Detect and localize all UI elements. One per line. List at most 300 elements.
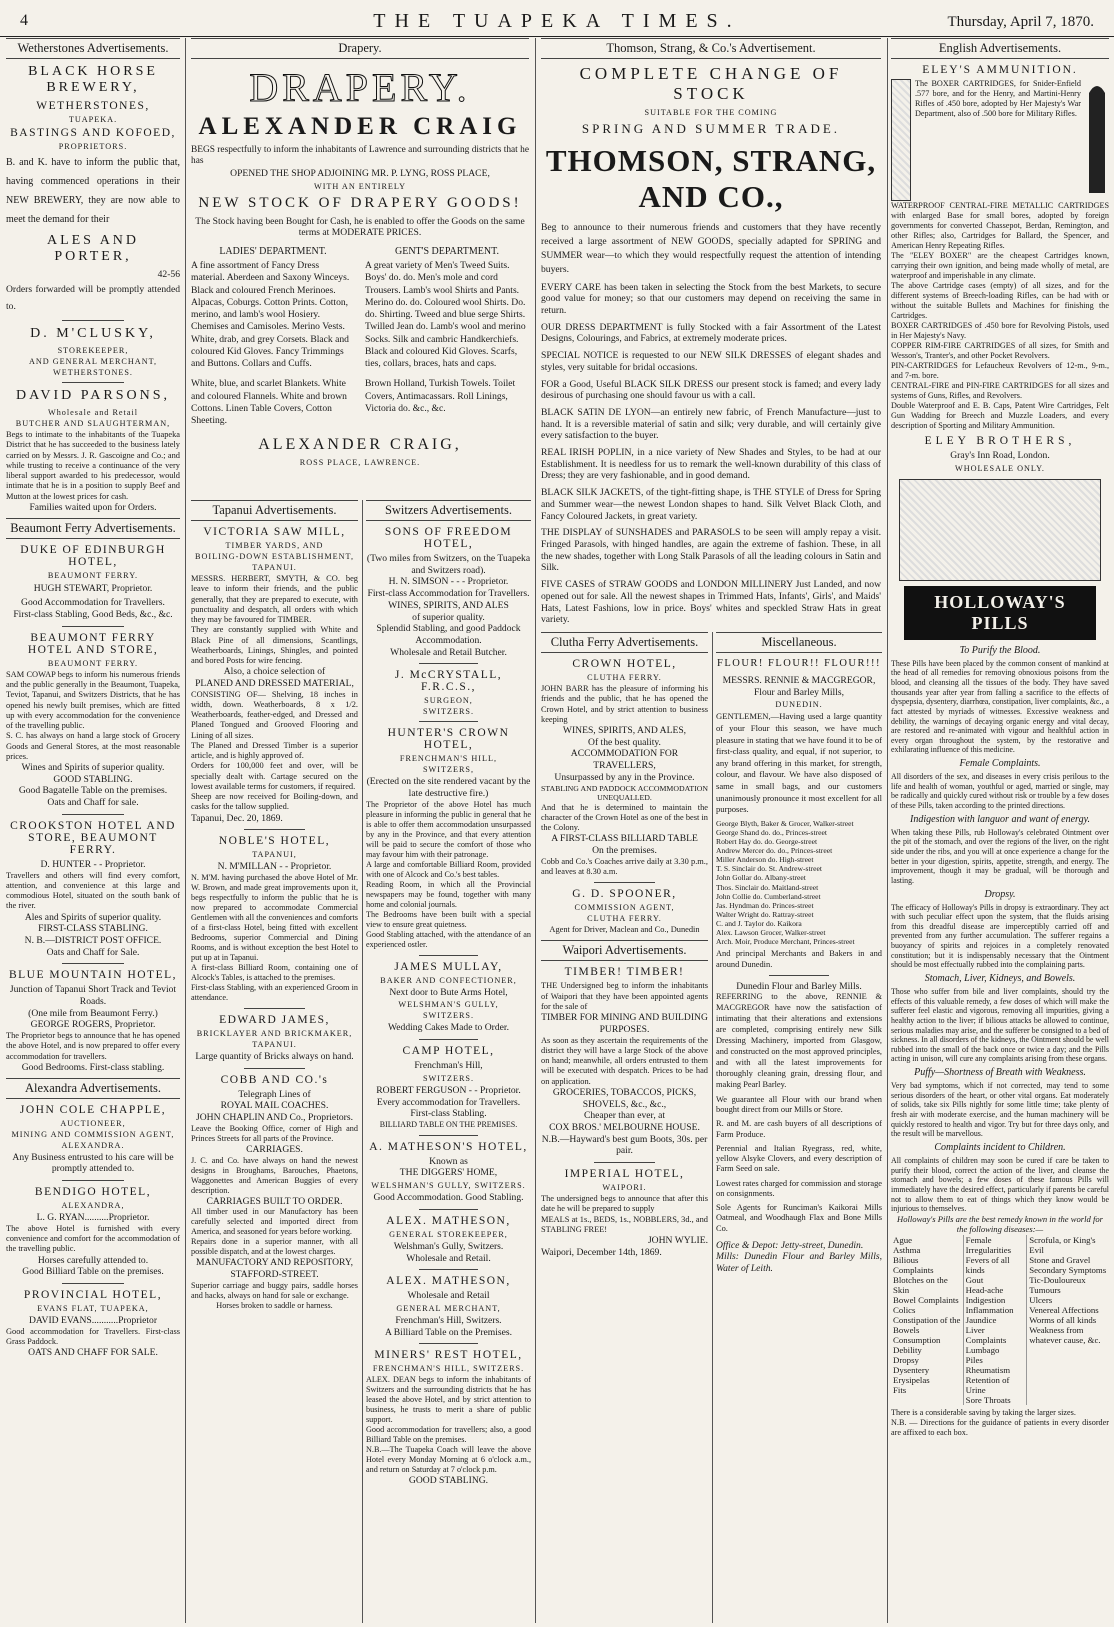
ad-date: Waipori, December 14th, 1869. (541, 1246, 662, 1258)
eley-firm: ELEY BROTHERS, (924, 435, 1076, 447)
ad-proprietor: D. HUNTER - - Proprietor. (40, 858, 146, 870)
ad-title: VICTORIA SAW MILL, (203, 526, 346, 538)
ailment-item: Venereal Affections (1029, 1304, 1099, 1315)
ad-body: Begs to intimate to the inhabitants of the Tuapeka District that he has succeeded to the business lately carried on by Messrs. J. R. Gascoigne and Co.; and while trusting to receive a continuance of the very liberal support awarded to his predecessor, would intimate that he is in a position to supply Beef and Mutton at the lowest prices for cash. (6, 430, 180, 501)
ad-body: Good Stabling attached, with the attendance of an experienced ostler. (366, 929, 531, 949)
divider (62, 1180, 125, 1181)
ad-company: THOMSON, STRANG, AND CO., (545, 143, 877, 214)
ad-intro: Beg to announce to their numerous friends and customers that they have recently received a large assortment of NEW GOODS, specially adapted for SPRING and SUMMER wear—to which they would respectfully request the attention of intending buyers. (541, 222, 881, 275)
drapery-departments (191, 243, 529, 427)
ad-body: All timber used in our Manufactory has been carefully selected and imported direct from America, and seasoned for years before working. (191, 1207, 358, 1237)
ad-line: Horses carefully attended to. (37, 1254, 149, 1266)
ad-mccrystall (366, 669, 531, 716)
cartridge-illustration-left (891, 79, 911, 201)
ailment-item: Stone and Gravel (1029, 1254, 1091, 1265)
signatory: John Collie do. Cumberland-street (716, 891, 821, 901)
ad-line: Cheaper than ever, at (583, 1110, 666, 1122)
ad-place: TAPANUI, (252, 850, 297, 860)
ad-provincial-hotel (6, 1289, 180, 1359)
ailment-item: Female Irregularities (965, 1234, 1012, 1255)
ad-place: SWITZERS. (422, 707, 475, 717)
ad-body: Leave the Booking Office, corner of High and Princes Streets for all parts of the Province. (191, 1123, 358, 1143)
flour-body: Perennial and Italian Ryegrass, red, white, yellow Alsyke Clovers, and every description of Farm Seed on sale. (716, 1143, 882, 1174)
ad-title: ALEX. MATHESON, (386, 1214, 511, 1227)
drapery-with: WITH AN ENTIRELY (313, 181, 407, 191)
section-header: Wetherstones Advertisements. (6, 38, 180, 59)
ad-line: WINES, SPIRITS, AND ALES (388, 599, 509, 611)
section-header: Switzers Advertisements. (366, 500, 531, 521)
ailment-item: Jaundice (965, 1314, 997, 1325)
ad-line: Good Billiard Table on the premises. (22, 1266, 164, 1278)
newspaper-title: THE TUAPEKA TIMES. (373, 10, 741, 32)
ad-body: Good accommodation for Travellers. First-class Grass Paddock. (6, 1326, 180, 1346)
ad-title: BLUE MOUNTAIN HOTEL, (8, 969, 178, 982)
ad-body: SAM COWAP begs to inform his numerous friends and the public generally in the Beaumont, Tuapeka, Teviot, Tapanui, and Switzers Districts, that he has opened his newly built premises, which are fitted up with every accommodation for the convenience of the travelling public. (6, 669, 180, 731)
ad-body: MEALS at 1s., BEDS, 1s., NOBBLERS, 3d., and STABLING FREE! (541, 1214, 708, 1234)
drapery-opened: OPENED THE SHOP ADJOINING MR. P. LYNG, ROSS PLACE, (230, 167, 490, 179)
ad-subtitle: FRENCHMAN'S HILL, (399, 754, 498, 764)
ad-body: Cobb and Co.'s Coaches arrive daily at 3.30 p.m., and leaves at 8.30 a.m. (541, 856, 708, 876)
flour-firm: Flour and Barley Mills, (753, 686, 845, 698)
section-header: Thomson, Strang, & Co.'s Advertisement. (541, 38, 881, 59)
ailment-item: Tic-Douloureux (1029, 1274, 1086, 1285)
ad-role: GENERAL MERCHANT, (396, 1303, 501, 1313)
ad-title: BEAUMONT FERRY HOTEL AND STORE, (27, 631, 159, 656)
flour-mills-address: Mills: Dunedin Flour and Barley Mills, Water of Leith. (716, 1251, 882, 1275)
ad-district: TUAPEKA. (68, 115, 118, 124)
section-header: Drapery. (191, 38, 529, 59)
ad-subtitle: SUITABLE FOR THE COMING (644, 108, 778, 117)
drapery-address: ROSS PLACE, LAWRENCE. (299, 457, 421, 467)
ad-place: Welshman's Gully, Switzers. (393, 1240, 504, 1252)
ailment-item: Lumbago (965, 1344, 1000, 1355)
ailment-item: Debility (893, 1344, 922, 1355)
ad-body: N. M'M. having purchased the above Hotel of Mr. W. Brown, and made great improvements upon it, begs respectfully to inform the public that he is now prepared to accommodate Commercial Gentlemen with all the conveniences and comforts of a first-class Hotel, being fitted with excellent Bedrooms, superior Commercial and Dining Rooms, and is without exception the best Hotel to put up at in Tapanui. (191, 873, 358, 963)
ad-place: FRENCHMAN'S HILL, SWITZERS. (372, 1364, 525, 1374)
holloway-body: The efficacy of Holloway's Pills in dropsy is extraordinary. They act with such peculiar effect upon the system, that the fluids arising from this dreadful disease are imperceptibly carried off and prevented from any further accumulation. The sufferer regains a buoyancy of spirits and rejoices in a completely renovated constitution; but it is indispensably necessary that the Ointment should be most effectually rubbed into the complaining parts. (891, 902, 1109, 970)
holloway-banner: HOLLOWAY'S PILLS (905, 587, 1095, 639)
ad-title: A. MATHESON'S HOTEL, (369, 1140, 528, 1153)
holloway-illustration (899, 479, 1101, 581)
ad-title: G. D. SPOONER, (572, 888, 677, 901)
ad-title: JOHN COLE CHAPPLE, (19, 1103, 167, 1116)
holloway-subhead: Stomach, Liver, Kidneys, and Bowels. (924, 973, 1076, 984)
ad-body: N.B.—The Tuapeka Coach will leave the above Hotel every Monday Morning at 6 o'clock a.m., and return on Saturday at 7 o'clock p.m. (366, 1445, 531, 1475)
signatory: Jas. Hyndman do. Princes-street (716, 900, 814, 910)
ad-owners: JOHN CHAPLIN AND Co., Proprietors. (196, 1112, 353, 1124)
divider (419, 721, 478, 722)
divider (244, 1068, 304, 1069)
ad-body: B. and K. have to inform the public that, having commenced operations in their NEW BREWERY, they are now able to meet the demand for their (6, 157, 180, 225)
ad-body: The Proprietor of the above Hotel has much pleasure in informing the public in general that he is able to offer them accommodation unsurpassed by any in the Province, and that every attention will be paid to secure the comfort of those who may favour him with their patronage. (366, 799, 531, 859)
eley-address: Gray's Inn Road, London. (950, 450, 1050, 461)
ad-line: TIMBER FOR MINING AND BUILDING PURPOSES. (541, 1012, 708, 1035)
ad-line: N. B.—DISTRICT POST OFFICE. (24, 934, 162, 946)
ad-signature: JOHN WYLIE. (647, 1235, 708, 1247)
ad-body: As soon as they ascertain the requirements of the district they will have a large Stock of the above on hand; meanwhile, all orders entrusted to them will be executed with despatch. Prices to be had on application. (541, 1035, 708, 1086)
ad-chapple (6, 1104, 180, 1175)
ad-subheading: CARRIAGES. (246, 1143, 303, 1155)
eley-body: BOXER CARTRIDGES of .450 bore for Revolving Pistols, used in Her Majesty's Navy. (891, 321, 1109, 340)
column-wetherstones (6, 38, 180, 1623)
ad-place: Frenchman's Hill, Switzers. (395, 1314, 502, 1326)
ad-role: PROPRIETORS. (58, 142, 128, 151)
divider (62, 382, 125, 383)
ad-role: STOREKEEPER, (57, 346, 129, 356)
signatory: John Gollar do. Albany-street (716, 873, 806, 883)
ad-product: ALES AND PORTER, (46, 233, 140, 264)
signatory: Thos. Sinclair do. Maitland-street (716, 882, 819, 892)
divider (769, 975, 829, 976)
ailment-item: Sore Throats (965, 1394, 1011, 1405)
ladies-items: White, blue, and scarlet Blankets. White and coloured Flannels. White and brown Cottons. Linen Table Covers, Cotton Sheeting. (191, 378, 347, 427)
ad-title: DAVID PARSONS, (15, 388, 171, 404)
ad-timber (541, 966, 708, 1157)
ad-body: Orders for 100,000 feet and over, will be specially dealt with. Cartage secured on the lowest available terms for customers, if required. (191, 761, 358, 791)
eley-body: The "ELEY BOXER" are the cheapest Cartridges known, carrying their own ignition, and being made wholly of metal, are waterproof and imperishable in any climate. (891, 251, 1109, 280)
holloway-subhead: Indigestion with languor and want of energy. (910, 813, 1090, 825)
divider (419, 1343, 478, 1344)
column-clutha-ferry (541, 632, 708, 1623)
ad-body: And that he is determined to maintain the character of the Crown Hotel as one of the best in the Colony. (541, 802, 708, 833)
ad-victoria-saw-mill (191, 526, 358, 824)
ailment-item: Worms of all kinds (1029, 1314, 1097, 1325)
divider (62, 1283, 125, 1284)
ad-title: D. M'CLUSKY, (30, 326, 156, 342)
ad-body: The undersigned begs to announce that after this date he will be prepared to supply (541, 1194, 708, 1214)
ad-line: FIRST-CLASS STABLING. (38, 923, 148, 935)
flour-body: We guarantee all Flour with our brand when bought direct from our Mills or Store. (716, 1094, 882, 1115)
ad-matheson-hotel (366, 1141, 531, 1204)
ailment-item: Weakness from whatever cause, &c. (1029, 1324, 1101, 1345)
ad-line: First-class Stabling, Good Beds, &c., &c. (13, 609, 173, 621)
ad-subtitle: Telegraph Lines of (238, 1088, 311, 1100)
flour-closing: And principal Merchants and Bakers in and around Dunedin. (716, 949, 882, 969)
issue-date: Thursday, April 7, 1870. (947, 14, 1094, 30)
ad-place: CLUTHA FERRY. (587, 673, 662, 682)
ad-place: BEAUMONT FERRY. (47, 658, 139, 668)
ad-title: NOBLE'S HOTEL, (218, 835, 331, 848)
ad-footer: GOOD STABLING. (408, 1475, 489, 1487)
ailment-item: Dropsy (893, 1354, 919, 1365)
ad-line: First-class Accommodation for Travellers. (367, 588, 530, 600)
ad-role: BUTCHER AND SLAUGHTERMAN, (15, 419, 171, 429)
ad-place: WETHERSTONES, (36, 100, 150, 112)
ad-place: ALEXANDRA, (61, 1201, 125, 1211)
ad-paragraph: BLACK SILK JACKETS, of the tight-fitting shape, is THE STYLE of Dress for Spring and Summer wear—the newest London shapes to hand. Silk Velvet Black Cloth, and Fancy Coloured Jackets, in great variety. (541, 487, 881, 522)
holloway-body: All disorders of the sex, and diseases in every crisis perilous to the life and health of woman, youthful or aged, married or single, may be radically and quickly cured without risk or trouble by a few doses of these Pills, taken according to the printed directions. (891, 772, 1109, 811)
ailment-item: Retention of Urine (965, 1374, 1010, 1395)
eley-body: Double Waterproof and E. B. Caps, Patent Wire Cartridges, Felt Gun Wadding for Breech and Muzzle Loaders, and every description of Sporting and Military Ammunition. (891, 401, 1109, 430)
ad-role: BRICKLAYER AND BRICKMAKER, (196, 1029, 353, 1039)
ad-subtitle: Known as (429, 1155, 468, 1167)
ad-body: S. C. has always on hand a large stock of Grocery Goods and General Stores, at the most reasonable prices. (6, 731, 180, 761)
column-switzers (366, 500, 531, 1623)
ad-place: TAPANUI. (252, 1040, 297, 1050)
ad-role: BAKER AND CONFECTIONER, (380, 975, 517, 985)
holloway-body: When taking these Pills, rub Holloway's celebrated Ointment over the pit of the stomach, and over the regions of the liver, on the right side under the ribs, and you will at once experience a change for the better in your digestion, spirits, appetite, strength, and energy. The improvement, though it may be gradual, will be thorough and lasting. (891, 827, 1109, 885)
column-rule (535, 38, 536, 1623)
ad-body: Also, a choice selection of (223, 666, 326, 678)
ladies-title: LADIES' DEPARTMENT. (219, 246, 327, 258)
signatory: George Shand do. do., Princes-street (716, 827, 827, 837)
cartridge-bullet-shape (1089, 86, 1105, 93)
flour-body: Lowest rates charged for commission and storage on consignments. (716, 1178, 882, 1198)
ad-line: On the premises. (592, 844, 657, 856)
divider (62, 320, 125, 321)
ad-sons-of-freedom (366, 526, 531, 658)
divider (419, 1269, 478, 1270)
signatory: George Blyth, Baker & Grocer, Walker-street (716, 818, 854, 828)
ad-headline: COMPLETE CHANGE OF STOCK (579, 64, 843, 103)
ad-title: BENDIGO HOTEL, (34, 1186, 152, 1199)
eley-body: CENTRAL-FIRE and PIN-FIRE CARTRIDGES for all sizes and systems of Guns, Rifles, and Revolvers. (891, 381, 1109, 400)
ad-body: J. C. and Co. have always on hand the newest designs in Broughams, Barouches, Phaetons, Waggonettes and American Buggies of every description. (191, 1155, 358, 1195)
ad-place: WAIPORI. (602, 1183, 647, 1193)
ailment-item: Ague (893, 1234, 913, 1245)
ad-body: A first-class Billiard Room, containing one of Alcock's Tables, is attached to the premises. (191, 963, 358, 983)
signatory: Alex. Lawson Grocer, Walker-street (716, 928, 826, 938)
ailments-col (963, 1235, 1027, 1405)
ad-role: Wholesale and Retail (47, 408, 139, 418)
drapery-new-stock: NEW STOCK OF DRAPERY GOODS! (198, 194, 522, 211)
ad-parsons (6, 388, 180, 513)
ad-line: Ales and Spirits of superior quality. (24, 911, 162, 923)
signatory: T. S. Sinclair do. St. Andrew-street (716, 864, 822, 874)
ad-title: J. McCRYSTALL, F.R.C.S., (394, 669, 503, 694)
section-header: Waipori Advertisements. (541, 940, 708, 961)
gents-items: A great variety of Men's Tweed Suits. Boys' do. do. Men's mole and cord Trousers. Lamb's wool Shirts and Pants. Merino do. do. Coloured wool Shirts. Do. do. Shirting. Tweed and blue serge Shirts. Twilled Jean do. Lamb's wool and merino Socks. Silk and cambric Handkerchiefs. Black and coloured Kid Gloves. Scarfs, ties, collars, braces, hats and caps. (365, 260, 526, 370)
ad-subheading: STAFFORD-STREET. (230, 1268, 319, 1280)
holloway-subhead: Female Complaints. (959, 758, 1041, 770)
section-header: Alexandra Advertisements. (6, 1078, 180, 1099)
ad-line: STABLING AND PADDOCK ACCOMMODATION UNEQUALLED. (541, 783, 708, 803)
ad-body: BILLIARD TABLE ON THE PREMISES. (379, 1119, 518, 1129)
divider (244, 829, 304, 830)
ad-place: ALEXANDRA. (61, 1140, 125, 1150)
ailment-item: Bowel Complaints (893, 1294, 959, 1305)
divider (419, 1039, 478, 1040)
ad-line: WINES, SPIRITS, AND ALES, (562, 725, 687, 736)
ad-body: Reading Room, in which all the Provincial newspapers may be found, together with many home and colonial journals. (366, 879, 531, 909)
ad-subheading: MANUFACTORY AND REPOSITORY, (195, 1257, 353, 1269)
ad-place: Frenchman's Hill, (414, 1060, 483, 1072)
divider (419, 1135, 478, 1136)
flour-body: Sole Agents for Runciman's Kaikorai Mills Oatmeal, and Woodhaugh Flax and Bone Mills Co. (716, 1203, 882, 1233)
ad-body: PLANED AND DRESSED MATERIAL, (195, 677, 354, 689)
ailment-item: Erysipelas (893, 1374, 930, 1385)
ailment-item: Head-ache (965, 1284, 1004, 1295)
ailment-item: Inflammation (965, 1304, 1014, 1315)
flour-firm: MESSRS. RENNIE & MACGREGOR, (722, 675, 876, 686)
ailments-col (891, 1235, 963, 1405)
divider (419, 1209, 478, 1210)
drapery-intro: BEGS respectfully to inform the inhabitants of Lawrence and surrounding districts that he has (191, 145, 529, 167)
ad-proprietor: N. M'MILLAN - - Proprietor. (217, 861, 332, 873)
holloway-body: These Pills have been placed by the common consent of mankind at the head of all remedies for removing obnoxious poisons from the blood, and cleansing all the tissues of the body. They have saved thousands year after year from falling a sacrifice to the effects of dyspepsia, dysentery, diarrhœa, constipation, liver complaints, &c., a fact attested by myriads of witnesses. Excessive weakness and debility, the warnings of decaying organic energy and vital decay, are restored and re-animated with vigour and healthful action in every organ throughout the system, by the restorative and exhilarating influence of this medicine. (891, 658, 1109, 755)
ailments-col (1027, 1235, 1109, 1405)
divider (62, 814, 125, 815)
ad-body: A Billiard Table on the Premises. (384, 1326, 513, 1338)
signatory: Walter Wright do. Rattray-street (716, 909, 814, 919)
ad-place: SWITZERS, (422, 765, 475, 775)
section-header: Beaumont Ferry Advertisements. (6, 518, 180, 539)
gents-title: GENT'S DEPARTMENT. (395, 246, 499, 258)
ailment-item: Scrofula, or King's Evil (1029, 1234, 1096, 1255)
holloway-body: Very bad symptoms, which if not corrected, may tend to some serious disorders of the heart, or other vital organs. Eat moderately of solids, take six Pills nightly for some little time; take plenty of fresh air with moderate exercise, and the human machinery will be quickly restored to health and vigor. Try but for three days only, and the result will be marvellous. (891, 1081, 1109, 1139)
ad-cobb-and-co (191, 1074, 358, 1311)
ad-proprietor: L. G. RYAN..........Proprietor. (36, 1212, 150, 1224)
ad-body: Large quantity of Bricks always on hand. (195, 1051, 354, 1063)
holloway-saving: There is a considerable saving by taking the larger sizes. (891, 1407, 1076, 1417)
ad-body: Agent for Driver, Maclean and Co., Dunedin (549, 925, 700, 935)
ad-body: Wedding Cakes Made to Order. (388, 1022, 509, 1034)
ad-role: SURGEON, (424, 696, 473, 706)
ad-body: Sheep are now received for Boiling-down, and casks for the tallow supplied. (191, 792, 358, 812)
column-miscellaneous (716, 632, 882, 1623)
ad-line: of superior quality. (412, 611, 485, 623)
ad-footer: Families waited upon for Orders. (29, 501, 157, 513)
ad-orders: Orders forwarded will be promptly attended to. (6, 283, 180, 312)
ad-body: CONSISTING OF— Shelving, 18 inches in width, down. Weatherboards, 8 x 1/2. Weatherboards, feather-edged, and Dressed and Planed Tongued and Grooved Flooring and Lining of all sizes. (191, 689, 358, 740)
ad-body: First-class Stabling. (410, 1108, 487, 1120)
ad-line: Good Bagatelle Table on the premises. (18, 785, 168, 797)
holloway-directions: N.B. — Directions for the guidance of patients in every disorder are affixed to each box. (891, 1417, 1109, 1437)
ad-body: The Planed and Dressed Timber is a superior article, and is highly approved of. (191, 740, 358, 761)
drapery-bought: The Stock having been Bought for Cash, he is enabled to offer the Goods on the same terms at MODERATE PRICES. (195, 215, 525, 239)
ad-paragraph: FIVE CASES of STRAW GOODS and LONDON MILLINERY Just Landed, and now opened out for sale. All the newest shapes in Trimmed Hats, Infants', Girls', and Maids' Hats, Latest Fashions, low in price. Boys' whites and speckled Straw Hats in great variety. (541, 579, 881, 626)
ad-blue-mountain-hotel (6, 969, 180, 1073)
column-rule (362, 500, 363, 1623)
divider (594, 1162, 654, 1163)
ladies-items: A fine assortment of Fancy Dress material. Aberdeen and Saxony Winceys. Black and coloured French Merinoes. Alpacas, Coburgs. Cotton Prints. Cotton, merino, and lamb's wool Hosiery. Chemises and Camisoles. Merino Vests. White, drab, and grey Corsets. Black and coloured Kid Gloves. Fancy Trimmings and Buttons. Collars and Cuffs. (191, 260, 350, 370)
section-header: Clutha Ferry Advertisements. (541, 632, 708, 653)
ad-place: SWITZERS. (422, 1011, 475, 1021)
ailment-item: Constipation of the Bowels (893, 1314, 961, 1335)
thomson-strang-section (541, 38, 881, 628)
column-rule (887, 38, 888, 1623)
ad-title: HUNTER'S CROWN HOTEL, (387, 727, 510, 752)
ailment-item: Liver Complaints (965, 1324, 1007, 1345)
flour-testimonial: GENTLEMEN,—Having used a large quantity of your Flour this season, we have much pleasure in stating that we have found it to be of first-class quality, and equal, if not superior, to any brand offering in this market, for strength, colour, and flavour. We have also disposed of same in small bags, and our customers unanimously pronounce it most excellent for all purposes. (716, 711, 882, 815)
ad-paragraph: EVERY CARE has been taken in selecting the Stock from the best Markets, to secure good value for money; so that our customers may depend on receiving the same in return. (541, 281, 881, 317)
ad-body: ALEX. DEAN begs to inform the inhabitants of Switzers and the surrounding districts that he has leased the above Hotel, and by strict attention to business, he trusts to merit a share of public support. (366, 1375, 531, 1425)
ad-bendigo-hotel (6, 1186, 180, 1278)
ad-title: IMPERIAL HOTEL, (564, 1168, 685, 1181)
ad-body: First-class Stabling, with an experienced Groom in attendance. (191, 983, 358, 1003)
divider (62, 626, 125, 627)
ad-line: Oats and Chaff for Sale. (46, 946, 140, 958)
ailments-table (891, 1235, 1109, 1405)
signatory: Miller Anderson do. High-street (716, 855, 814, 865)
ad-place: BEAUMONT FERRY. (47, 570, 139, 580)
ailment-item: Dysentery (893, 1364, 930, 1375)
ad-nobles-hotel (191, 835, 358, 1003)
ad-matheson-store (366, 1215, 531, 1264)
ad-place: CLUTHA FERRY. (587, 914, 662, 924)
ad-title: CAMP HOTEL, (402, 1045, 495, 1058)
ad-black-horse-brewery (6, 64, 180, 315)
ad-duke-of-edinburgh (6, 544, 180, 621)
ad-beaumont-ferry-hotel (6, 632, 180, 809)
ad-body: JOHN BARR has the pleasure of informing his friends and the public, that he has opened the Crown Hotel, and by strict attention to business keeping (541, 684, 708, 724)
ad-place: WELSHMAN'S GULLY, (398, 1000, 499, 1010)
drapery-banner: DRAPERY. (249, 65, 471, 110)
ailment-item: Blotches on the Skin (893, 1274, 948, 1295)
ad-line: Wines and Spirits of superior quality. (21, 762, 165, 774)
ad-role: AND GENERAL MERCHANT, (28, 357, 158, 367)
ad-line: Unsurpassed by any in the Province. (554, 771, 695, 783)
section-header: Miscellaneous. (716, 632, 882, 653)
ailment-item: Rheumatism (965, 1364, 1011, 1375)
ailment-item: Indigestion (965, 1294, 1006, 1305)
ad-title: DUKE OF EDINBURGH HOTEL, (20, 543, 166, 568)
ad-footer: Wholesale and Retail Butcher. (390, 646, 507, 658)
ad-imperial-hotel (541, 1168, 708, 1258)
ad-place: WELSHMAN'S GULLY, SWITZERS. (371, 1181, 526, 1191)
ad-title: TIMBER! TIMBER! (564, 966, 685, 979)
masthead (0, 0, 1114, 37)
ad-body: Repairs done in a superior manner, with all possible dispatch, and at the lowest charges. (191, 1237, 358, 1257)
eley-body: WATERPROOF CENTRAL-FIRE METALLIC CARTRIDGES with enlarged Base for small bores, adopted by foreign governments for converted Chassepot, Berdan, Remington, and other Rifles; also, Cartridges for Ballard, the Spencer, and American Henry Repeating Rifles. (891, 201, 1109, 250)
ad-subtitle: (One mile from Beaumont Ferry.) (28, 1007, 158, 1019)
ad-role: Wholesale and Retail (407, 1290, 490, 1302)
ad-proprietor: ROBERT FERGUSON - - Proprietor. (376, 1084, 521, 1096)
ad-body: Horses broken to saddle or harness. (216, 1300, 333, 1310)
ad-proprietor: GEORGE ROGERS, Proprietor. (30, 1019, 156, 1031)
ad-subtitle: BOILING-DOWN ESTABLISHMENT, (195, 552, 354, 561)
eley-body: PIN-CARTRIDGES for Lefaucheux Revolvers of 12-m., 9-m., and 7-m. bore. (891, 361, 1109, 380)
ad-body: They are constantly supplied with White and Black Pine of all dimensions, Scantlings, Weatherboards, Linings, Shingles, and pointed and bored Posts for wire fencing. (191, 625, 358, 665)
ad-body: A large and comfortable Billiard Room, provided with one of Alcock and Co.'s best tables. (366, 859, 531, 879)
ad-body: The above Hotel is furnished with every convenience and comfort for the accommodation of the travelling public. (6, 1223, 180, 1254)
ad-title: CROWN HOTEL, (572, 658, 677, 670)
ad-body: THE Undersigned beg to inform the inhabitants of Waipori that they have been appointed agents for the sale of (541, 981, 708, 1011)
ad-line: GOOD STABLING. (53, 773, 133, 785)
ad-body: Superior carriage and buggy pairs, saddle horses and hacks, always on hand for sale or exchange. (191, 1280, 358, 1300)
ad-title: ALEX. MATHESON, (386, 1275, 511, 1288)
divider (419, 955, 478, 956)
holloway-body: All complaints of children may soon be cured if care be taken to purify their blood, correct the action of the liver, and cleanse the stomach and bowels; a few doses of these famous Pills will immediately have the desired effect, particularly if parents be careful not to allow them to eat of things which they know would be injurious to themselves. (891, 1155, 1109, 1214)
ad-subtitle: (Two miles from Switzers, on the Tuapeka and Switzers road). (366, 553, 531, 576)
ad-line: GROCERIES, TOBACCOS, PICKS, SHOVELS, &c., &c., (552, 1086, 697, 1110)
ad-title: COBB AND CO.'s (220, 1073, 329, 1086)
ad-title: JAMES MULLAY, (394, 960, 503, 973)
eley-wholesale: WHOLESALE ONLY. (955, 463, 1045, 473)
ad-place: TAPANUI. (252, 563, 297, 572)
cartridge-body-shape (1089, 93, 1105, 193)
ad-hunters-crown-hotel (366, 727, 531, 949)
divider (594, 882, 654, 883)
ad-line: Good Accommodation for Travellers. (21, 597, 165, 609)
ad-paragraph: OUR DRESS DEPARTMENT is fully Stocked with a fair Assortment of the Latest Designs, Colourings, and Fabrics, at extremely moderate prices. (541, 321, 881, 345)
ad-james-mullay (366, 961, 531, 1034)
signatory: C. and J. Taylor do. Kaikora (716, 918, 802, 928)
ad-title: CROOKSTON HOTEL AND STORE, BEAUMONT FERRY. (10, 819, 176, 856)
divider (244, 1008, 304, 1009)
ailment-item: Piles (965, 1354, 983, 1365)
ailment-item: Bilious Complaints (893, 1254, 934, 1275)
ad-subtitle: THE DIGGERS' HOME, (399, 1167, 498, 1179)
ailment-item: Tumours (1029, 1284, 1061, 1295)
ad-role: COMMISSION AGENT, (574, 903, 675, 913)
flour-body: REFERRING to the above, RENNIE & MACGREGOR have now the satisfaction of intimating that their alterations and extensions are completed, comprising entirely new Silk Dressing Machinery, imported from Glasgow, and constructed on the most approved principles, and with all the latest improvements for thoroughly cleaning grain, dressing flour, and making Pearl Barley. (716, 992, 882, 1089)
ailment-item: Fevers of all kinds (965, 1254, 1010, 1275)
ad-place: EVANS FLAT, TUAPEKA, (37, 1303, 149, 1313)
ailment-item: Consumption (893, 1334, 941, 1345)
signatory: Robert Hay do. do. George-street (716, 836, 818, 846)
ad-crown-hotel (541, 658, 708, 877)
